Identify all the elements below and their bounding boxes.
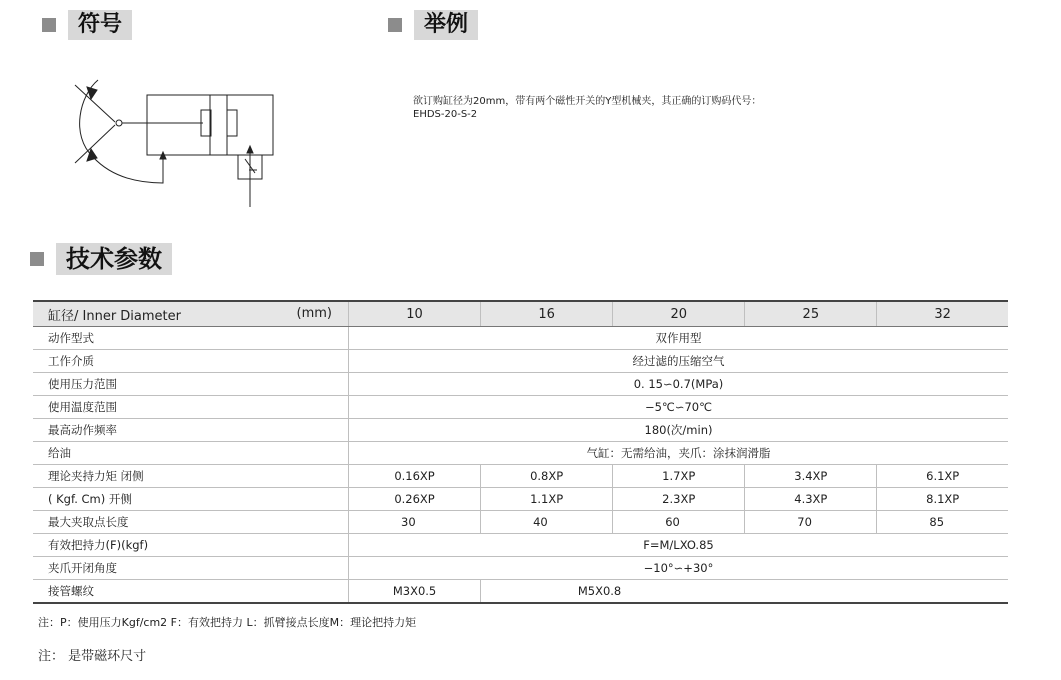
size-header: 20 xyxy=(613,301,745,327)
row-value: 30 xyxy=(349,511,481,534)
row-label: 最大夹取点长度 xyxy=(33,511,349,534)
row-value: 0.16XP xyxy=(349,465,481,488)
bullet-square-icon xyxy=(30,252,44,266)
row-value: 85 xyxy=(877,511,1008,534)
bullet-square-icon xyxy=(42,18,56,32)
section-header-example xyxy=(388,10,478,40)
section-header-params xyxy=(30,243,172,275)
table-row xyxy=(33,373,1008,396)
section-header-symbol xyxy=(42,10,132,40)
size-header: 32 xyxy=(877,301,1008,327)
table-row xyxy=(33,511,1008,534)
row-value: 3.4XP xyxy=(745,465,877,488)
row-label: 理论夹持力矩 闭侧 xyxy=(33,465,349,488)
row-value: 70 xyxy=(745,511,877,534)
table-row xyxy=(33,580,1008,604)
row-label: 夹爪开闭角度 xyxy=(33,557,349,580)
section-title-params: 技术参数 xyxy=(56,243,172,275)
row-label: 动作型式 xyxy=(33,327,349,350)
row-label: 工作介质 xyxy=(33,350,349,373)
row-value: F=M/LXO.85 xyxy=(349,534,1009,557)
row-label: 使用压力范围 xyxy=(33,373,349,396)
row-value: 60 xyxy=(613,511,745,534)
table-row xyxy=(33,396,1008,419)
table-header-row xyxy=(33,301,1008,327)
size-header: 10 xyxy=(349,301,481,327)
header-label-cell xyxy=(33,301,349,327)
row-value: 经过滤的压缩空气 xyxy=(349,350,1009,373)
section-title-example: 举例 xyxy=(414,10,478,40)
row-value: 4.3XP xyxy=(745,488,877,511)
table-row xyxy=(33,465,1008,488)
row-value-text: M5X0.8 xyxy=(577,584,622,598)
row-label: 最高动作频率 xyxy=(33,419,349,442)
section-title-symbol: 符号 xyxy=(68,10,132,40)
row-value: M3X0.5 xyxy=(349,580,481,604)
row-value: 0.8XP xyxy=(481,465,613,488)
table-row xyxy=(33,327,1008,350)
spec-table xyxy=(33,300,1008,604)
row-value: 6.1XP xyxy=(877,465,1008,488)
row-value: 气缸：无需给油，夹爪：涂抹润滑脂 xyxy=(349,442,1009,465)
row-value: 1.7XP xyxy=(613,465,745,488)
row-label: 给油 xyxy=(33,442,349,465)
row-value: 180(次/min) xyxy=(349,419,1009,442)
row-value: 1.1XP xyxy=(481,488,613,511)
order-example-code: EHDS-20-S-2 xyxy=(413,109,478,120)
row-label: 接管螺纹 xyxy=(33,580,349,604)
row-label: 使用温度范围 xyxy=(33,396,349,419)
row-value xyxy=(481,580,1008,604)
header-label: 缸径/ Inner Diameter xyxy=(48,308,181,324)
row-label: 有效把持力(F)(kgf) xyxy=(33,534,349,557)
row-value: 2.3XP xyxy=(613,488,745,511)
cylinder-symbol-diagram xyxy=(65,75,285,210)
order-example-text: 欲订购缸径为20mm，带有两个磁性开关的Y型机械夹，其正确的订购码代号： xyxy=(413,96,762,107)
row-value: 40 xyxy=(481,511,613,534)
bullet-square-icon xyxy=(388,18,402,32)
row-value: 0. 15∽0.7(MPa) xyxy=(349,373,1009,396)
row-value: −5℃∽70℃ xyxy=(349,396,1009,419)
table-row xyxy=(33,419,1008,442)
row-value: 双作用型 xyxy=(349,327,1009,350)
table-row xyxy=(33,350,1008,373)
footnote-magnet: 注： 是带磁环尺寸 xyxy=(38,649,147,664)
row-value: −10°∽+30° xyxy=(349,557,1009,580)
table-row xyxy=(33,557,1008,580)
order-example xyxy=(413,95,761,121)
row-value: 0.26XP xyxy=(349,488,481,511)
table-row xyxy=(33,442,1008,465)
table-row xyxy=(33,488,1008,511)
row-value: 8.1XP xyxy=(877,488,1008,511)
header-unit: (mm) xyxy=(296,306,332,321)
size-header: 25 xyxy=(745,301,877,327)
table-row xyxy=(33,534,1008,557)
row-label: ( Kgf. Cm) 开侧 xyxy=(33,488,349,511)
footnote-legend: 注：P：使用压力Kgf/cm2 F：有效把持力 L：抓臂接点长度M：理论把持力矩 xyxy=(38,616,417,629)
size-header: 16 xyxy=(481,301,613,327)
